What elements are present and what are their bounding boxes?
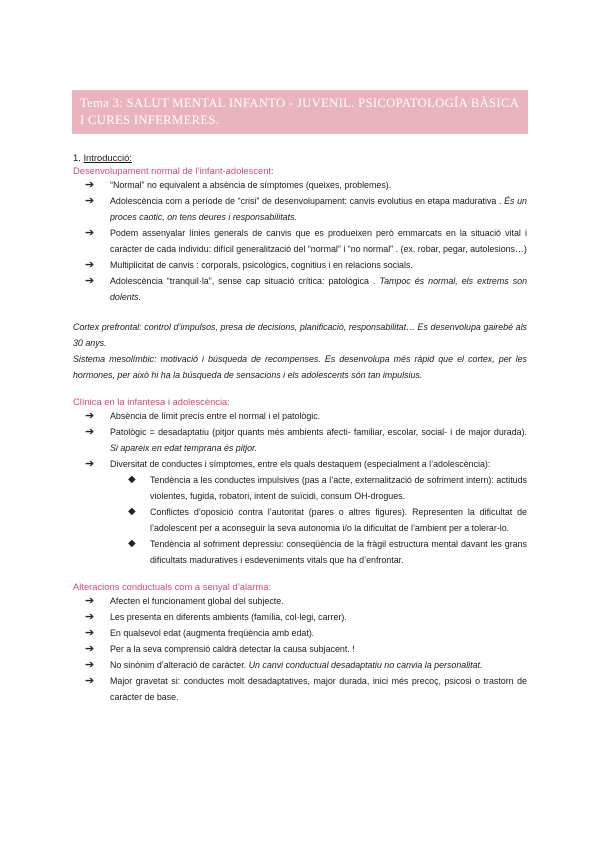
- arrow-icon: ➔: [85, 643, 95, 655]
- sublist-item: ◆ Conflictes d’oposició contra l’autoritat (pares o altres figures). Representen la dificultat de l’adolescent per a aconseguir la seva autonomia i/o la dificultat de l’ambient per a tolerar-lo.: [128, 506, 527, 533]
- list-item: ➔ Per a la seva comprensió caldrà detectar la causa subjacent. !: [85, 643, 355, 655]
- list-item: ➔ Multiplicitat de canvis : corporals, psicològics, cognitius i en relacions socials.: [85, 259, 413, 271]
- arrow-icon: ➔: [85, 275, 95, 287]
- clinica-sublist: [110, 472, 527, 568]
- title-banner: [72, 90, 528, 134]
- list-item: ➔ “Normal” no equivalent a absència de símptomes (queixes, problemes).: [85, 179, 392, 191]
- arrow-icon: ➔: [85, 259, 95, 271]
- sublist-item: ◆ Tendència a les conductes impulsives (pas a l’acte, externalització de sofriment intern): actituds violentes, fugida, robatori, intent de suïcidi, consum OH-drogues.: [128, 474, 527, 501]
- list-item: ➔ Patològic = desadaptatiu (pitjor quants més ambients afecti- familiar, escolar, social- i de major durada). Si apareix en edat temprana és pitjor.: [85, 426, 527, 453]
- arrow-icon: ➔: [85, 195, 95, 207]
- list-item: ➔ Adolescència com a període de “crisi” de desenvolupament: canvis evolutius en etapa madurativa . És un proces caotic, on tens deures i responsabilitats.: [85, 195, 527, 222]
- list-item: ➔ No sinònim d’alteració de caràcter. Un canvi conductual desadaptatiu no canvia la personalitat.: [85, 659, 483, 671]
- list-item: ➔ Major gravetat si: conductes molt desadaptatives, major durada, inici més precoç, psicosi o trastorn de caràcter de base.: [85, 675, 527, 702]
- arrow-icon: ➔: [85, 611, 95, 623]
- list-item: ➔ Diversitat de conductes i símptomes, entre els quals destaquem (especialment a l’adolescència): ◆ Tendència a les conductes impulsives (pas a l’acte, externalització de sofriment intern): actituds violentes, fugida, robatori, intent de suïcidi, consum OH-drogues. ◆ Conflictes d’oposició contra l’autoritat (pares o altres figures). Representen la dificultat de l’adolescent per a aconseguir la seva autonomia i/o la dificultat de l’ambient per a tolerar-lo. ◆ Tendència al sofriment depressiu: conseqüència de la fràgil estructura mental davant les grans dificultats maduratives i esdeveniments vitals que ha d’enfrontar.: [73, 456, 527, 568]
- document-body: [73, 151, 527, 705]
- arrow-icon: ➔: [85, 675, 95, 687]
- arrow-icon: ➔: [85, 595, 95, 607]
- intro-list: [73, 177, 527, 305]
- list-item: ➔ Afecten el funcionament global del subjecte.: [85, 595, 284, 607]
- section-heading-intro: 1. Introducció:: [73, 152, 132, 163]
- list-item: ➔ Podem assenyalar línies generals de canvis que es produeixen però emmarcats en la situació vital i caràcter de cada individu: difícil generalització del “normal” i “no normal” . (ex. robar, pegar, autolesions…): [85, 227, 527, 254]
- arrow-icon: ➔: [85, 179, 95, 191]
- note-mesolimbic: Sistema mesolímbic: motivació i búsqueda de recompenses. Es desenvolupa més ràpid que el cortex, per les hormones, per això hi ha la búsqueda de sensacions i els adolescents són tan impulsius.: [73, 354, 527, 380]
- list-item: ➔ En qualsevol edat (augmenta freqüència amb edat).: [85, 627, 315, 639]
- diamond-bullet-icon: ◆: [128, 474, 136, 485]
- clinica-list: [73, 408, 527, 568]
- arrow-icon: ➔: [85, 659, 95, 671]
- subheading-clinica: Clínica en la infantesa i adolescència:: [73, 396, 230, 407]
- alteracions-list: [73, 593, 527, 705]
- arrow-icon: ➔: [85, 410, 95, 422]
- list-item: ➔ Absència de límit precís entre el normal i el patològic.: [85, 410, 321, 422]
- arrow-icon: ➔: [85, 227, 95, 239]
- subheading-alteracions: Alteracions conductuals com a senyal d’alarma:: [73, 581, 272, 592]
- sublist-item: ◆ Tendència al sofriment depressiu: conseqüència de la fràgil estructura mental davant les grans dificultats maduratives i esdeveniments vitals que ha d’enfrontar.: [128, 538, 527, 565]
- list-item: ➔ Adolescència “tranquil·la”, sense cap situació crítica: patològica . Tampoc és normal, els extrems son dolents.: [85, 275, 527, 302]
- arrow-icon: ➔: [85, 426, 95, 438]
- arrow-icon: ➔: [85, 627, 95, 639]
- list-item: ➔ Les presenta en diferents ambients (família, col·legi, carrer).: [85, 611, 347, 623]
- arrow-icon: ➔: [85, 458, 95, 470]
- subheading-desenvolupament: Desenvolupament normal de l’infant-adolescent:: [73, 165, 274, 176]
- diamond-bullet-icon: ◆: [128, 506, 136, 517]
- diamond-bullet-icon: ◆: [128, 538, 136, 549]
- note-cortex: Cortex prefrontal: control d’impulsos, presa de decisions, planificació, responsabilitat… Es desenvolupa gairebé als 30 anys.: [73, 322, 527, 348]
- document-title: Tema 3: SALUT MENTAL INFANTO - JUVENIL. PSICOPATOLOGÍA BÀSICA I CURES INFERMERES.: [80, 96, 519, 127]
